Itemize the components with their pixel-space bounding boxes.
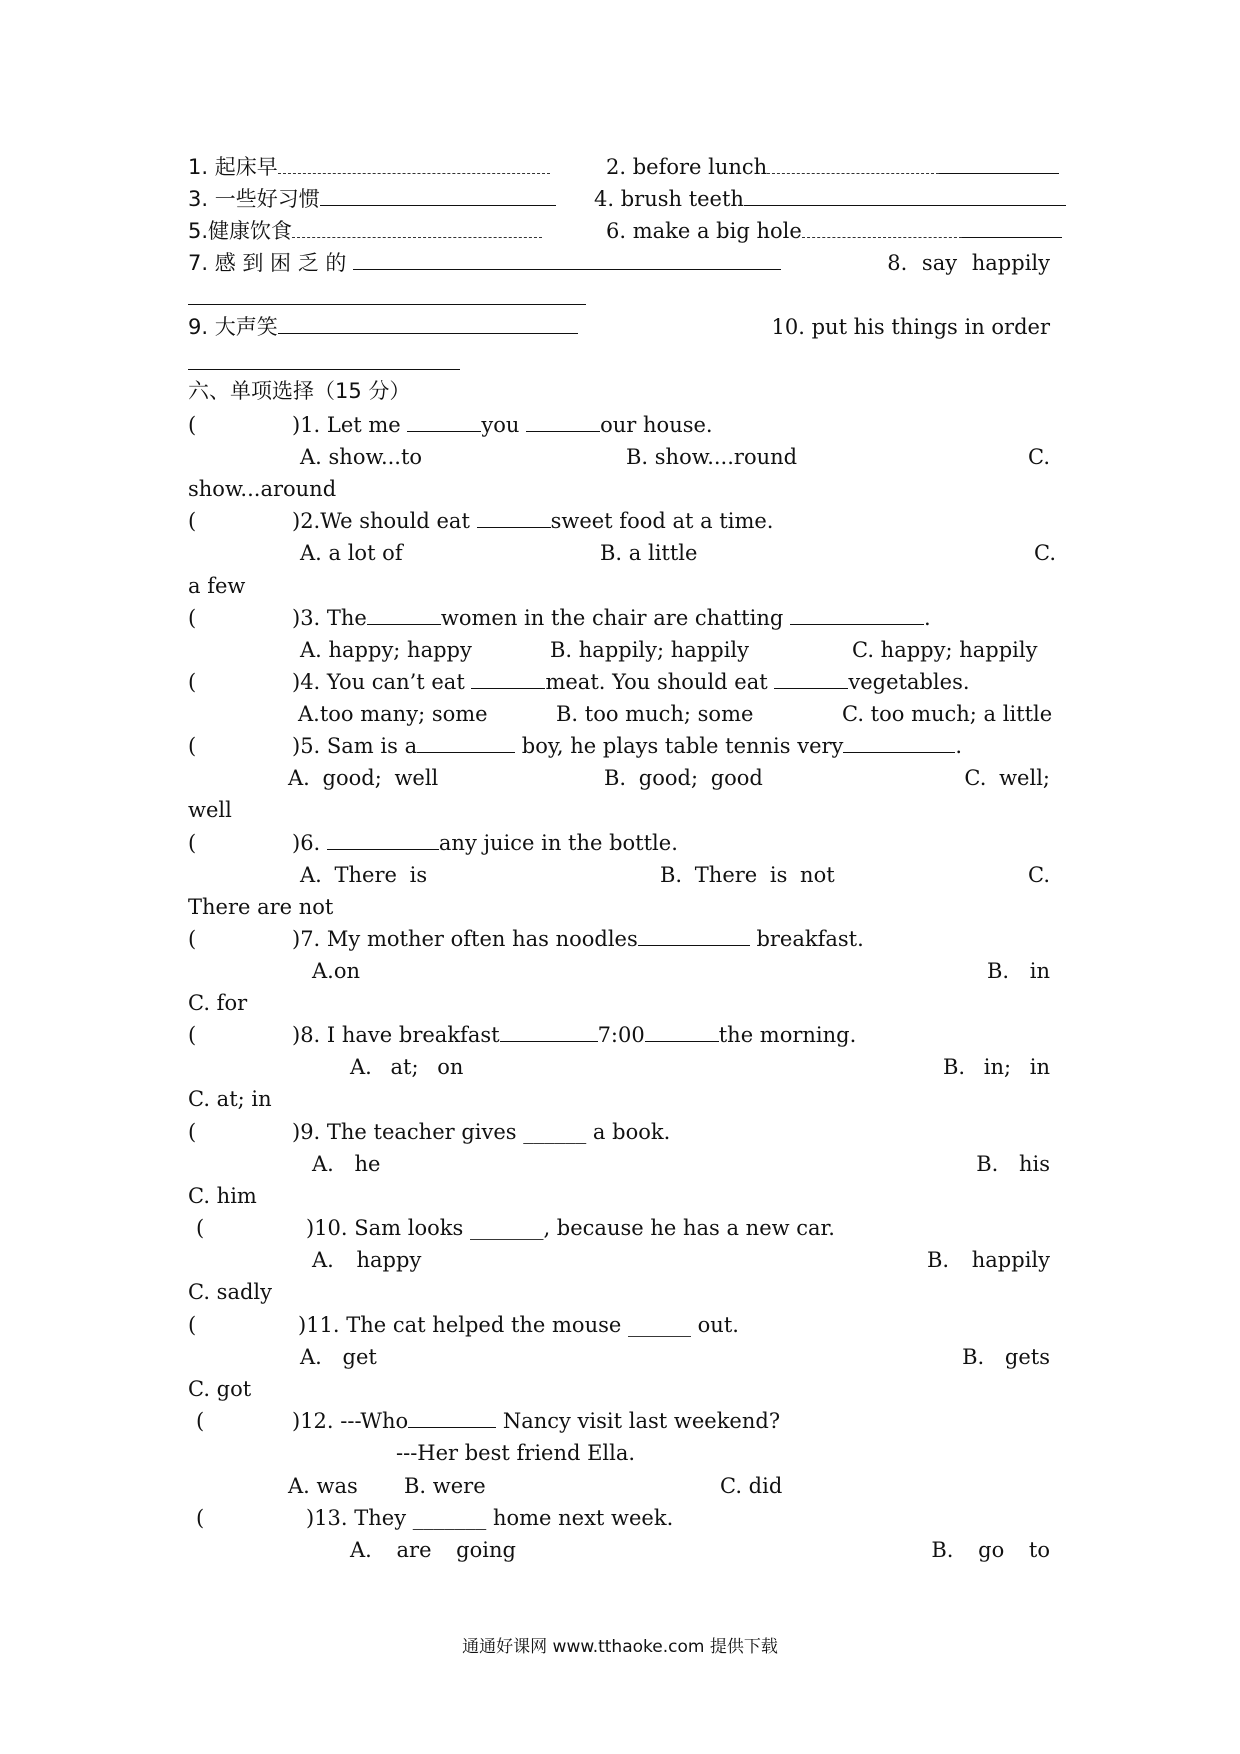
question-8 xyxy=(188,1022,857,1048)
option-a: A. are going xyxy=(350,1538,516,1562)
question-4 xyxy=(188,669,970,695)
vocab-item-10 xyxy=(772,314,1050,340)
question-stem: )7. My mother often has noodles xyxy=(292,927,638,951)
option-b: B. happily xyxy=(926,1248,1050,1272)
option-b: B. too much; some xyxy=(556,702,754,726)
answer-blank xyxy=(939,155,1059,174)
option-b: B. in xyxy=(986,959,1050,983)
question-6 xyxy=(188,830,678,856)
question-stem: . xyxy=(955,734,963,758)
option-a: A. good; well xyxy=(288,766,439,790)
answer-blank xyxy=(408,1409,496,1428)
vocab-item-6 xyxy=(606,218,1062,244)
answer-blank xyxy=(320,187,556,206)
answer-paren: ( xyxy=(188,1120,197,1144)
question-1 xyxy=(188,412,713,438)
answer-blank xyxy=(767,155,939,174)
vocab-item-5 xyxy=(188,218,542,244)
answer-paren: ( xyxy=(188,831,197,855)
vocab-prompt: 9. 大声笑 xyxy=(188,315,278,339)
option-b: B. happily; happily xyxy=(550,638,749,662)
option-c: C. xyxy=(1028,863,1050,887)
option-a: A. a lot of xyxy=(300,541,403,565)
vocab-prompt: 2. before lunch xyxy=(606,155,768,179)
vocab-item-8 xyxy=(887,250,1050,276)
question-stem: Nancy visit last weekend? xyxy=(496,1409,781,1433)
vocab-item-9 xyxy=(188,314,578,340)
answer-blank xyxy=(292,219,542,238)
question-stem: )9. The teacher gives ______ a book. xyxy=(292,1120,671,1144)
page-footer: 通通好课网 www.tthaoke.com 提供下载 xyxy=(462,1637,778,1657)
answer-paren: ( xyxy=(188,509,197,533)
answer-blank xyxy=(407,413,481,432)
option-b: B. There is not xyxy=(660,863,835,887)
question-stem: meat. You should eat xyxy=(545,670,775,694)
question-3 xyxy=(188,605,931,631)
answer-blank xyxy=(843,734,955,753)
answer-blank xyxy=(278,315,578,334)
answer-paren: ( xyxy=(188,670,197,694)
option-a: A. was xyxy=(288,1474,358,1498)
question-stem: )6. xyxy=(292,831,327,855)
question-stem: )12. ---Who xyxy=(292,1409,409,1433)
answer-paren: ( xyxy=(196,1216,205,1240)
option-b: B. go to xyxy=(931,1538,1050,1562)
question-stem: vegetables. xyxy=(848,670,970,694)
answer-blank xyxy=(802,219,962,238)
answer-paren: ( xyxy=(196,1506,205,1530)
question-10 xyxy=(196,1215,835,1241)
option-c-text: There are not xyxy=(188,895,334,919)
option-c-text: C. at; in xyxy=(188,1087,272,1111)
question-stem: )11. The cat helped the mouse ______ out. xyxy=(298,1313,739,1337)
option-a: A.too many; some xyxy=(298,702,488,726)
option-c: C. did xyxy=(720,1474,783,1498)
question-stem: women in the chair are chatting xyxy=(440,606,790,630)
option-b: B. good; good xyxy=(604,766,763,790)
answer-paren: ( xyxy=(188,1313,197,1337)
question-7 xyxy=(188,926,864,952)
option-a: A. happy xyxy=(312,1248,422,1272)
question-stem: the morning. xyxy=(718,1023,857,1047)
question-12 xyxy=(196,1408,781,1434)
vocab-prompt: 5.健康饮食 xyxy=(188,219,293,243)
answer-blank xyxy=(353,251,781,270)
answer-blank xyxy=(638,927,750,946)
vocab-prompt: 7. 感 到 困 乏 的 xyxy=(188,251,347,275)
question-2 xyxy=(188,508,774,534)
option-a: A. at; on xyxy=(350,1055,464,1079)
question-stem: any juice in the bottle. xyxy=(438,831,678,855)
answer-blank xyxy=(327,831,439,850)
answer-blank xyxy=(188,369,460,370)
question-stem: )2.We should eat xyxy=(292,509,477,533)
vocab-item-7 xyxy=(188,250,781,276)
answer-blank xyxy=(774,670,848,689)
option-c-text: C. for xyxy=(188,991,248,1015)
answer-blank xyxy=(962,219,1062,238)
question-stem: )13. They _______ home next week. xyxy=(306,1506,674,1530)
option-c-text: C. sadly xyxy=(188,1280,272,1304)
option-b: B. were xyxy=(404,1474,486,1498)
answer-blank xyxy=(744,187,1066,206)
question-stem: )10. Sam looks _______, because he has a new car. xyxy=(306,1216,835,1240)
question-5 xyxy=(188,733,963,759)
question-stem: )8. I have breakfast xyxy=(292,1023,500,1047)
question-9 xyxy=(188,1119,671,1145)
option-c-text: well xyxy=(188,798,232,822)
vocab-prompt: 10. put his things in order xyxy=(771,315,1050,339)
vocab-item-2 xyxy=(606,154,1059,180)
question-stem: 7:00 xyxy=(597,1023,645,1047)
question-stem: )4. You can’t eat xyxy=(292,670,472,694)
option-c-text: a few xyxy=(188,574,246,598)
option-a: A. he xyxy=(312,1152,381,1176)
option-a: A. happy; happy xyxy=(300,638,472,662)
question-stem: our house. xyxy=(600,413,713,437)
answer-blank xyxy=(278,155,550,174)
option-b: B. a little xyxy=(600,541,698,565)
answer-blank xyxy=(500,1023,598,1042)
option-c: C. too much; a little xyxy=(842,702,1053,726)
option-c: C. xyxy=(1034,541,1056,565)
option-b: B. his xyxy=(976,1152,1050,1176)
answer-paren: ( xyxy=(188,606,197,630)
option-b: B. in; in xyxy=(942,1055,1050,1079)
option-b: B. show....round xyxy=(626,445,798,469)
answer-blank xyxy=(367,606,441,625)
question-stem: sweet food at a time. xyxy=(550,509,774,533)
answer-paren: ( xyxy=(188,927,197,951)
answer-blank xyxy=(477,509,551,528)
answer-blank xyxy=(526,413,600,432)
answer-paren: ( xyxy=(188,413,197,437)
vocab-prompt: 4. brush teeth xyxy=(594,187,744,211)
question-stem: you xyxy=(481,413,527,437)
answer-blank xyxy=(790,606,924,625)
answer-blank xyxy=(417,734,515,753)
option-a: A. show...to xyxy=(300,445,423,469)
option-c-text: C. got xyxy=(188,1377,252,1401)
option-c-text: C. him xyxy=(188,1184,257,1208)
answer-paren: ( xyxy=(188,1023,197,1047)
question-13 xyxy=(196,1505,674,1531)
question-12-answer-line: ---Her best friend Ella. xyxy=(396,1441,636,1465)
vocab-prompt: 1. 起床早 xyxy=(188,155,278,179)
question-stem: . xyxy=(923,606,931,630)
answer-blank xyxy=(645,1023,719,1042)
vocab-prompt: 3. 一些好习惯 xyxy=(188,187,320,211)
question-stem: )3. The xyxy=(292,606,367,630)
vocab-item-3 xyxy=(188,186,556,212)
answer-paren: ( xyxy=(188,734,197,758)
question-stem: boy, he plays table tennis very xyxy=(515,734,844,758)
vocab-prompt: 6. make a big hole xyxy=(606,219,802,243)
option-c: C. happy; happily xyxy=(852,638,1038,662)
question-11 xyxy=(188,1312,739,1338)
answer-blank xyxy=(471,670,545,689)
question-stem: )1. Let me xyxy=(292,413,408,437)
question-stem: )5. Sam is a xyxy=(292,734,418,758)
vocab-prompt: 8. say happily xyxy=(887,251,1050,275)
option-c: C. well; xyxy=(964,766,1050,790)
option-c-text: show...around xyxy=(188,477,337,501)
answer-blank xyxy=(188,304,586,305)
section-title: 六、单项选择（15 分） xyxy=(188,379,411,403)
option-a: A.on xyxy=(312,959,361,983)
option-c: C. xyxy=(1028,445,1050,469)
vocab-item-1 xyxy=(188,154,550,180)
option-b: B. gets xyxy=(962,1345,1050,1369)
answer-paren: ( xyxy=(196,1409,205,1433)
option-a: A. There is xyxy=(300,863,428,887)
option-a: A. get xyxy=(300,1345,377,1369)
vocab-item-4 xyxy=(594,186,1066,212)
question-stem: breakfast. xyxy=(749,927,864,951)
